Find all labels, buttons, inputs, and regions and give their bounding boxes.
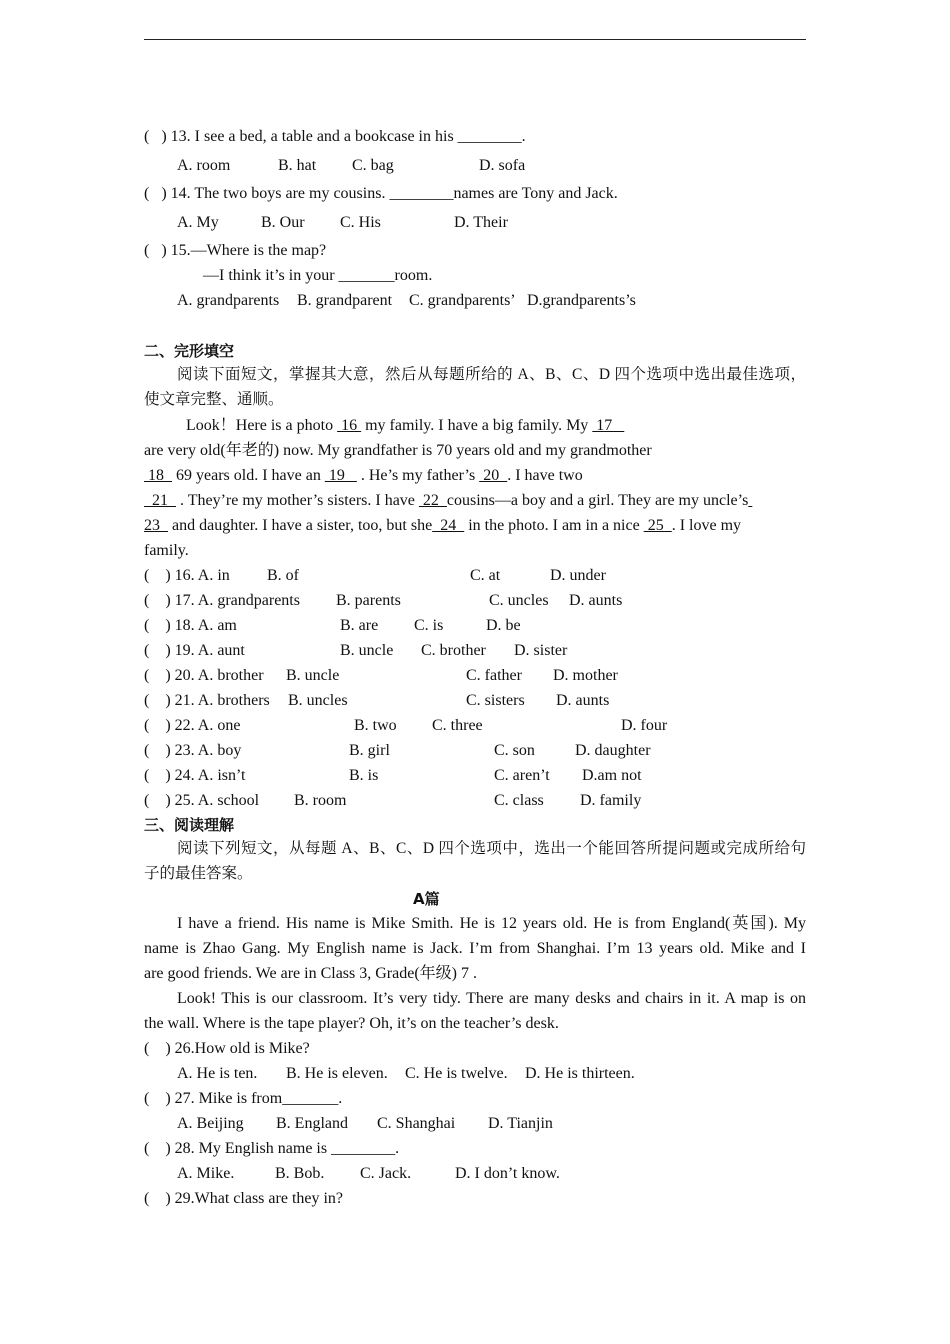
option-b: B. two	[354, 717, 397, 734]
section-3-instructions-line2: 子的最佳答案。	[144, 865, 253, 882]
question-stem: ( ) 22. A. one	[144, 717, 241, 734]
question-20	[144, 666, 704, 686]
option-c: C. Shanghai	[377, 1115, 456, 1132]
question-stem: ( ) 21. A. brothers	[144, 692, 270, 709]
section-3-instructions-line1: 阅读下列短文，从每题 A、B、C、D 四个选项中，选出一个能回答所提问题或完成所给句	[177, 840, 806, 857]
option-b: B. girl	[349, 742, 390, 759]
option-d: D. aunts	[569, 592, 623, 609]
option-c: C. bag	[352, 157, 394, 174]
option-c: C. is	[414, 617, 444, 634]
question-stem: ( ) 25. A. school	[144, 792, 260, 809]
blank-24: 24	[432, 517, 465, 534]
question-stem: ( ) 19. A. aunt	[144, 642, 245, 659]
cloze-text: and daughter. I have a sister, too, but she	[168, 517, 433, 534]
question-22	[144, 716, 704, 736]
question-24	[144, 766, 704, 786]
section-2-instructions-line1: 阅读下面短文，掌握其大意，然后从每题所给的 A、B、C、D 四个选项中选出最佳选项，	[177, 366, 806, 383]
cloze-line-5	[144, 516, 741, 536]
question-28-stem: ( ) 28. My English name is ________.	[144, 1140, 400, 1157]
question-14-stem: ( ) 14. The two boys are my cousins. ________names are Tony and Jack.	[144, 185, 618, 202]
question-stem: ( ) 16. A. in	[144, 567, 230, 584]
blank-19: 19	[324, 467, 357, 484]
option-b: B. are	[340, 617, 379, 634]
question-stem: ( ) 24. A. isn’t	[144, 767, 246, 784]
option-b: B. Our	[261, 214, 305, 231]
option-d: D. He is thirteen.	[525, 1065, 635, 1082]
option-c: C. aren’t	[494, 767, 550, 784]
option-c: C. sisters	[466, 692, 525, 709]
cloze-text: 69 years old. I have an	[172, 467, 325, 484]
question-29-stem: ( ) 29.What class are they in?	[144, 1190, 344, 1207]
cloze-text: Look！Here is a photo	[186, 417, 338, 434]
option-d: D. under	[550, 567, 606, 584]
header-rule	[144, 39, 806, 40]
option-d: D. sister	[514, 642, 568, 659]
cloze-line-4	[144, 491, 752, 511]
cloze-text	[748, 492, 752, 509]
question-15-reply: —I think it’s in your _______room.	[203, 267, 433, 284]
passage-a-para1-line3: are good friends. We are in Class 3, Grade(年级) 7 .	[144, 965, 477, 982]
passage-a-para2-line2: the wall. Where is the tape player? Oh, it’s on the teacher’s desk.	[144, 1015, 559, 1032]
option-b: B. grandparent	[297, 292, 393, 309]
option-c: C. at	[470, 567, 501, 584]
option-c: C. His	[340, 214, 381, 231]
option-b: B. parents	[336, 592, 401, 609]
option-d: D. be	[486, 617, 521, 634]
blank-22: 22	[418, 492, 447, 509]
question-25	[144, 791, 704, 811]
question-27-stem: ( ) 27. Mike is from_______.	[144, 1090, 343, 1107]
option-c: C. grandparents’	[409, 292, 516, 309]
blank-25: 25	[643, 517, 672, 534]
option-b: B. England	[276, 1115, 348, 1132]
question-21	[144, 691, 704, 711]
section-2-title: 二、完形填空	[144, 342, 235, 360]
option-c: C. uncles	[489, 592, 549, 609]
question-14-options	[177, 213, 657, 233]
question-stem: ( ) 23. A. boy	[144, 742, 242, 759]
blank-23: 23	[144, 517, 168, 534]
passage-a-para1-line2: name is Zhao Gang. My English name is Jack. I’m from Shanghai. I’m 13 years old. Mike and I	[144, 940, 806, 957]
cloze-text: . I have two	[507, 467, 583, 484]
option-b: B. He is eleven.	[286, 1065, 388, 1082]
cloze-line-1	[186, 416, 624, 436]
cloze-text: my family. I have a big family. My	[361, 417, 593, 434]
option-d: D. sofa	[479, 157, 526, 174]
question-13-stem: ( ) 13. I see a bed, a table and a bookcase in his ________.	[144, 128, 526, 145]
blank-18: 18	[144, 467, 172, 484]
cloze-text: cousins—a boy and a girl. They are my uncle’s	[446, 492, 749, 509]
cloze-line-3	[144, 466, 583, 486]
question-28-options	[177, 1164, 657, 1184]
question-stem: ( ) 18. A. am	[144, 617, 237, 634]
passage-a-para2-line1: Look! This is our classroom. It’s very tidy. There are many desks and chairs in it. A map is on	[177, 990, 806, 1007]
blank-21: 21	[144, 492, 176, 509]
question-17	[144, 591, 704, 611]
option-b: B. uncles	[288, 692, 348, 709]
option-b: B. uncle	[340, 642, 394, 659]
blank-17: 17	[592, 417, 625, 434]
option-a: A. Mike.	[177, 1165, 235, 1182]
question-26-stem: ( ) 26.How old is Mike?	[144, 1040, 310, 1057]
option-a: A. grandparents	[177, 292, 280, 309]
option-d: D. aunts	[556, 692, 610, 709]
cloze-line-2: are very old(年老的) now. My grandfather is 70 years old and my grandmother	[144, 442, 652, 459]
question-26-options	[177, 1064, 657, 1084]
option-a: A. My	[177, 214, 219, 231]
option-b: B. uncle	[286, 667, 340, 684]
question-13-options	[177, 156, 657, 176]
section-3-title: 三、阅读理解	[144, 816, 235, 834]
option-c: C. He is twelve.	[405, 1065, 508, 1082]
question-27-options	[177, 1114, 657, 1134]
option-a: A. room	[177, 157, 231, 174]
option-a: A. He is ten.	[177, 1065, 258, 1082]
cloze-line-6: family.	[144, 542, 189, 559]
option-d: D. Their	[454, 214, 508, 231]
option-c: C. Jack.	[360, 1165, 412, 1182]
blank-20: 20	[479, 467, 508, 484]
option-b: B. room	[294, 792, 347, 809]
blank-16: 16	[337, 417, 362, 434]
option-d: D.grandparents’s	[527, 292, 636, 309]
passage-a-title: A篇	[413, 890, 440, 908]
option-c: C. class	[494, 792, 544, 809]
option-c: C. brother	[421, 642, 486, 659]
option-c: C. son	[494, 742, 535, 759]
question-18	[144, 616, 704, 636]
option-a: A. Beijing	[177, 1115, 244, 1132]
cloze-text: in the photo. I am in a nice	[464, 517, 644, 534]
option-b: B. is	[349, 767, 379, 784]
question-15-stem: ( ) 15.—Where is the map?	[144, 242, 327, 259]
option-d: D. Tianjin	[488, 1115, 553, 1132]
section-2-instructions-line2: 使文章完整、通顺。	[144, 391, 284, 408]
option-c: C. father	[466, 667, 522, 684]
option-d: D. I don’t know.	[455, 1165, 560, 1182]
question-19	[144, 641, 704, 661]
cloze-text: . I love my	[671, 517, 742, 534]
option-b: B. hat	[278, 157, 317, 174]
option-c: C. three	[432, 717, 483, 734]
option-d: D. four	[621, 717, 668, 734]
option-b: B. Bob.	[275, 1165, 325, 1182]
question-16	[144, 566, 704, 586]
option-b: B. of	[267, 567, 299, 584]
question-stem: ( ) 17. A. grandparents	[144, 592, 300, 609]
option-d: D.am not	[582, 767, 642, 784]
option-d: D. daughter	[575, 742, 651, 759]
cloze-text: . They’re my mother’s sisters. I have	[176, 492, 419, 509]
passage-a-para1-line1: I have a friend. His name is Mike Smith. He is 12 years old. He is from England(英国). My	[177, 915, 806, 932]
cloze-text: . He’s my father’s	[356, 467, 480, 484]
question-23	[144, 741, 704, 761]
option-d: D. mother	[553, 667, 618, 684]
question-15-options	[177, 291, 697, 311]
question-stem: ( ) 20. A. brother	[144, 667, 264, 684]
option-d: D. family	[580, 792, 642, 809]
